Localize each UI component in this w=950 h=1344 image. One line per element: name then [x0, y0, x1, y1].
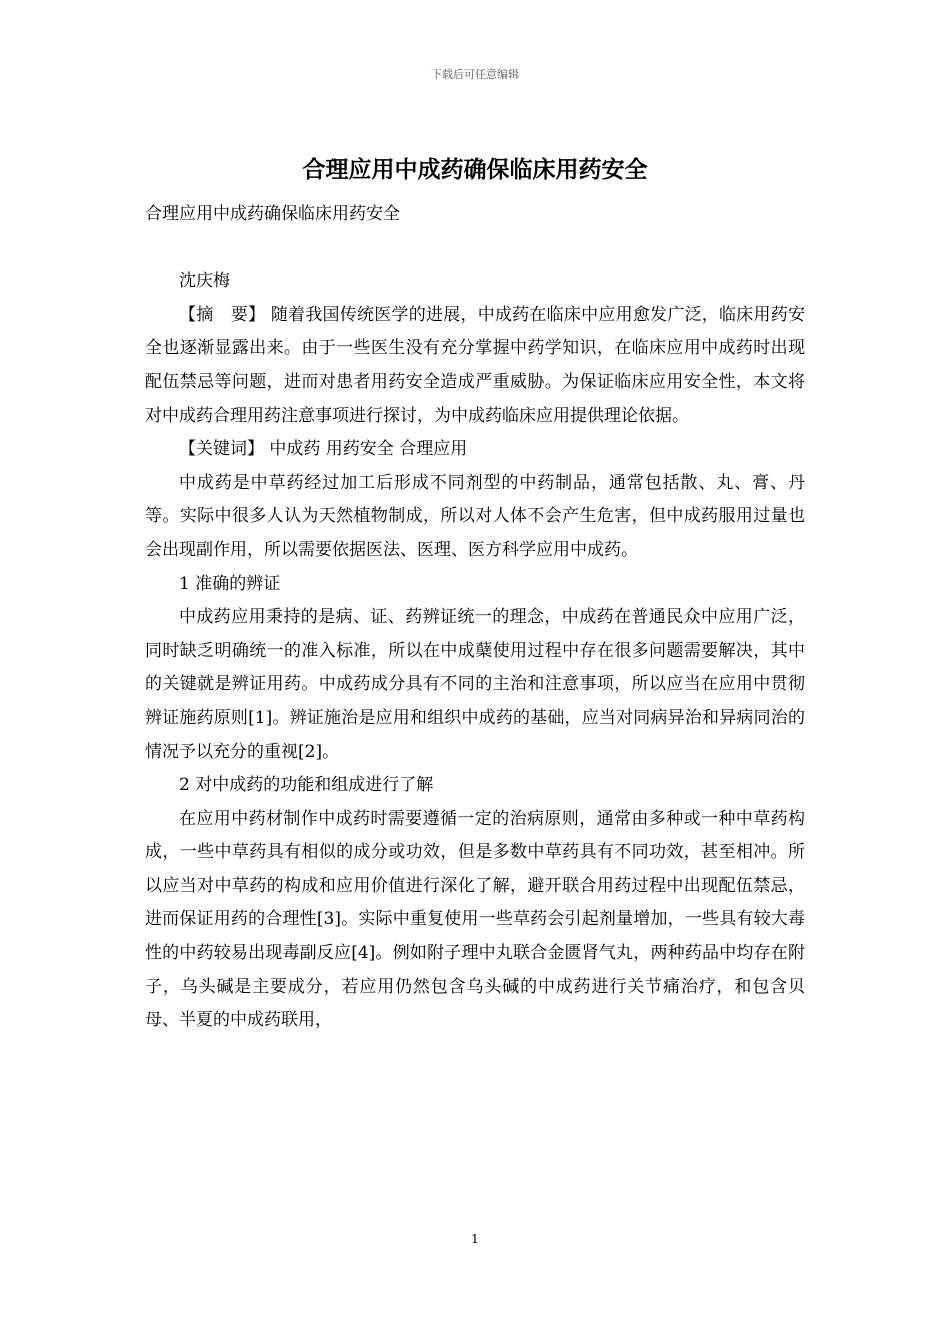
section-2-heading: 2 对中成药的功能和组成进行了解 — [179, 775, 434, 796]
section-1-paragraph: 中成药应用秉持的是病、证、药辨证统一的理念，中成药在普通民众中应用广泛，同时缺乏明确统一的准入标准，所以在中成蘖使用过程中存在很多问题需要解决，其中的关键就是辨证用药。中成药成分具有不同的主治和注意事项，所以应当在应用中贯彻辨证施药原则[1]。辨证施治是应用和组织中成药的基础，应当对同病异治和异病同治的情况予以充分的重视[2]。 — [145, 607, 805, 762]
page-header-note: 下载后可任意编辑 — [431, 68, 519, 81]
author-name: 沈庆梅 — [179, 271, 230, 292]
abstract-paragraph: 【摘 要】 随着我国传统医学的进展，中成药在临床中应用愈发广泛，临床用药安全也逐渐显露出来。由于一些医生没有充分掌握中药学知识，在临床应用中成药时出现配伍禁忌等问题，进而对患者用药安全造成严重威胁。为保证临床应用安全性，本文将对中成药合理用药注意事项进行探讨，为中成药临床应用提供理论依据。 — [145, 304, 805, 426]
section-2-paragraph: 在应用中药材制作中成药时需要遵循一定的治病原则，通常由多种或一种中草药构成，一些中草药具有相似的成分或功效，但是多数中草药具有不同功效，甚至相冲。所以应当对中草药的构成和应用价值进行深化了解，避开联合用药过程中出现配伍禁忌，进而保证用药的合理性[3]。实际中重复使用一些草药会引起剂量增加，一些具有较大毒性的中药较易出现毒副反应[4]。例如附子理中丸联合金匮肾气丸，两种药品中均存在附子，乌头碱是主要成分，若应用仍然包含乌头碱的中成药进行关节痛治疗，和包含贝母、半夏的中成药联用， — [145, 808, 805, 1031]
blank-line — [145, 232, 805, 266]
document-subtitle: 合理应用中成药确保临床用药安全 — [145, 204, 400, 224]
section-1-heading: 1 准确的辨证 — [179, 573, 281, 594]
document-body — [145, 198, 805, 1038]
intro-paragraph: 中成药是中草药经过加工后形成不同剂型的中药制品，通常包括散、丸、膏、丹等。实际中很多人认为天然植物制成，所以对人体不会产生危害，但中成药服用过量也会出现副作用，所以需要依据医法、医理、医方科学应用中成药。 — [145, 472, 805, 560]
keywords-paragraph: 【关键词】 中成药 用药安全 合理应用 — [179, 439, 468, 460]
document-title: 合理应用中成药确保临床用药安全 — [302, 156, 648, 183]
page-number: 1 — [471, 1232, 479, 1246]
